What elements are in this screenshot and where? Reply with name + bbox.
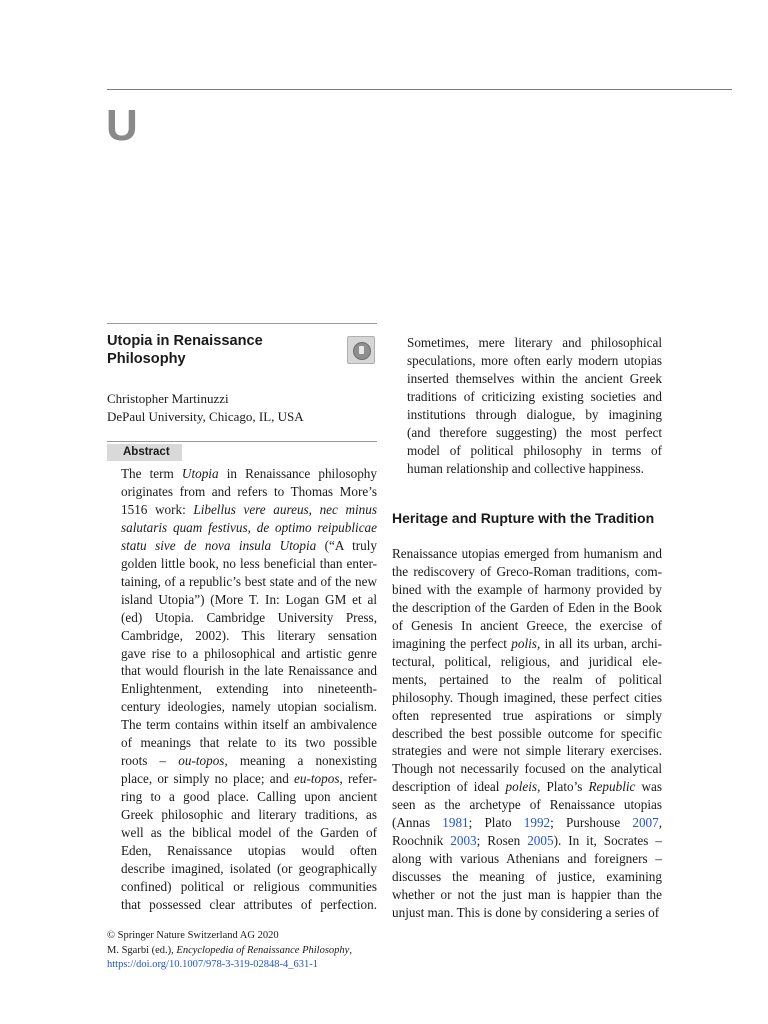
abstract-line: ring to a good place. Calling upon ancient [121, 789, 377, 805]
body-line: bined with the example of harmony provided by [392, 581, 662, 597]
abstract-line: The term contains within itself an ambivalence [121, 717, 377, 733]
body-line: imagining the perfect polis, in all its urban, archi- [392, 635, 662, 651]
body-line: discusses the meaning of justice, examining [392, 869, 662, 885]
intro-line: (and therefore suggesting) the most perfect [407, 425, 662, 440]
body-line: whether or not the just man is happier than the [392, 887, 662, 903]
author-name: Christopher Martinuzzi [107, 391, 229, 406]
title-rule [107, 323, 377, 324]
abstract-line: confined) political or religious communities [121, 878, 377, 894]
title-row [107, 332, 377, 368]
body-line: Renaissance utopias emerged from humanism and [392, 546, 662, 561]
section-letter: U [106, 101, 138, 150]
body-line: along with various Athenians and foreigners – [392, 851, 662, 867]
intro-line: institutions through dialogue, by imagining [407, 407, 662, 422]
body-line: philosophy. Though imagined, these perfect cities [392, 689, 662, 705]
body-line: strategies and were not simple literary exercises. [392, 743, 662, 759]
intro-line: human relationship and collective happiness. [407, 461, 644, 476]
citation-link[interactable]: 2007 [632, 815, 659, 831]
crossmark-icon[interactable] [347, 336, 375, 364]
title-line-2: Philosophy [107, 351, 186, 367]
body-line: the description of the Garden of Eden in the Book [392, 599, 662, 615]
intro-paragraph [407, 334, 662, 478]
abstract-line: 1516 work: Libellus vere aureus, nec minus [121, 501, 377, 517]
body-paragraph [392, 545, 662, 922]
body-line: described the best possible outcome for specific [392, 725, 662, 741]
abstract-text [121, 465, 377, 914]
section-heading: Heritage and Rupture with the Tradition [392, 510, 655, 526]
author-affiliation: DePaul University, Chicago, IL, USA [107, 409, 304, 424]
intro-line: traditions of criticizing existing societies and [407, 389, 662, 404]
abstract-line: salutaris quam festivus, de optimo reipublicae [121, 519, 377, 535]
body-line: the rediscovery of Greco-Roman traditions, com- [392, 563, 662, 579]
body-line: description of ideal poleis, Plato’s Republic was [392, 779, 662, 795]
abstract-line: of meanings that relate to its two possible [121, 735, 377, 751]
body-line: Though not necessarily focused on the analytical [392, 761, 662, 777]
abstract-line: Eden, Renaissance utopias would often [121, 843, 377, 859]
body-line: often represented true aspirations or simply [392, 707, 662, 723]
body-line: tectural, political, religious, and juridical ele- [392, 653, 662, 669]
intro-line: inserted themselves within the ancient Greek [407, 371, 662, 386]
abstract-label: Abstract [107, 444, 182, 461]
abstract-line: describe imagined, isolated (or geographically [121, 860, 377, 876]
abstract-line: Enlightenment, extending into nineteenth- [121, 681, 377, 697]
body-line: seen as the archetype of Renaissance utopias [392, 797, 662, 813]
body-line: (Annas 1981; Plato 1992; Purshouse 2007, [392, 815, 663, 831]
article-title [107, 332, 307, 368]
doi-link[interactable]: https://doi.org/10.1007/978-3-319-02848-4_631-1 [107, 959, 318, 971]
abstract-line: taining, of a republic’s best state and of the new [121, 573, 377, 589]
abstract-line: place, or simply no place; and eu-topos, refer- [121, 771, 377, 787]
copyright: © Springer Nature Switzerland AG 2020 [107, 930, 279, 941]
citation-link[interactable]: 1992 [523, 815, 551, 831]
intro-line: speculations, more often early modern utopias [407, 353, 662, 368]
body-line: unjust man. This is done by considering a series of [392, 905, 660, 921]
citation-link[interactable]: 1981 [442, 815, 469, 831]
abstract-line: well as the biblical model of the Garden of [121, 825, 377, 841]
citation: M. Sgarbi (ed.), Encyclopedia of Renaissance Philosophy, [107, 944, 352, 956]
abstract-line: (ed) Utopia. Cambridge University Press, [121, 609, 377, 625]
body-line: ments, pertained to the realm of political [392, 671, 662, 687]
entry-header [107, 323, 377, 461]
citation-link[interactable]: 2005 [527, 833, 554, 849]
abstract-line: originates from and refers to Thomas More’s [121, 483, 377, 499]
citation-link[interactable]: 2003 [450, 833, 477, 849]
abstract-line: Greek philosophic and literary traditions, as [121, 807, 377, 823]
title-line-1: Utopia in Renaissance [107, 333, 263, 349]
intro-line: model of political philosophy in terms of [407, 443, 662, 458]
body-line: Roochnik 2003; Rosen 2005). In it, Socrates – [392, 833, 662, 849]
footer [107, 929, 397, 973]
intro-line: Sometimes, mere literary and philosophical [407, 335, 662, 350]
abstract-rule [107, 441, 377, 442]
abstract-line: that possessed clear attributes of perfection. [121, 896, 377, 912]
abstract-line: that would flourish in the late Renaissance and [121, 663, 377, 679]
abstract-line: island Utopia”) (More T. In: Logan GM et al [121, 591, 377, 607]
abstract-line: golden little book, no less beneficial than enter- [121, 555, 377, 571]
abstract-line: Cambridge, 2002). This literary sensation [121, 627, 377, 643]
abstract-line: roots – ou-topos, meaning a nonexisting [121, 753, 377, 769]
abstract-line: The term Utopia in Renaissance philosophy [121, 466, 377, 481]
abstract-line: statu sive de nova insula Utopia (“A truly [121, 537, 378, 553]
abstract-line: gave rise to a philosophical and artistic genre [121, 645, 377, 661]
top-rule [107, 89, 732, 90]
body-line: of Genesis In ancient Greece, the exercise of [392, 617, 662, 633]
abstract-line: century ideologies, namely utopian socialism. [121, 699, 377, 715]
